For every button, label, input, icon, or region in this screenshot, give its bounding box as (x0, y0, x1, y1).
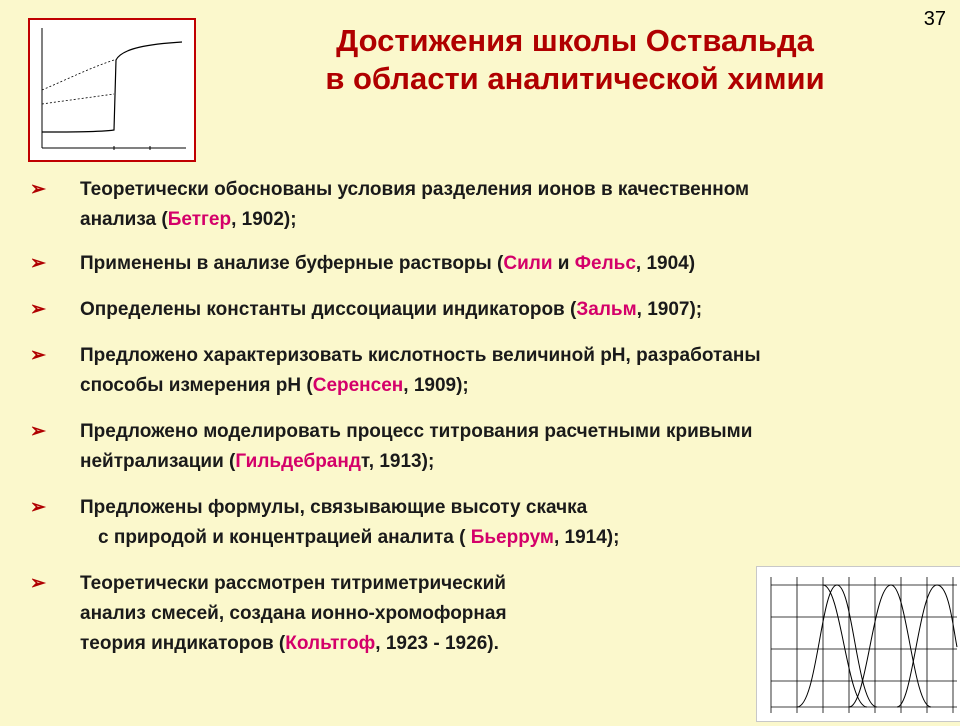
list-item (30, 249, 950, 279)
arrow-bullet-icon: ➢ (30, 497, 46, 518)
list-item (30, 493, 950, 553)
item-text: , 1909); (403, 375, 469, 396)
author-name: Сили (503, 253, 553, 274)
item-text: , 1902); (231, 209, 297, 230)
arrow-bullet-icon: ➢ (30, 179, 46, 200)
item-text: теория индикаторов ( (80, 633, 286, 654)
slide-title-line-2: в области аналитической химии (325, 61, 825, 96)
author-name: Фельс (574, 253, 636, 274)
author-name: Гильдебранд (235, 451, 361, 472)
item-text: , 1907); (636, 299, 703, 320)
list-item (30, 417, 950, 477)
item-text: Предложены формулы, связывающие высоту скачка (80, 497, 588, 518)
item-text: с природой и концентрацией аналита ( (98, 527, 471, 548)
author-name: Бьеррум (470, 527, 554, 548)
titration-curve-image (28, 18, 196, 162)
item-text: Применены в анализе буферные растворы ( (80, 253, 504, 274)
slide-title-line-1: Достижения школы Оствальда (336, 23, 814, 58)
item-text: и (552, 253, 575, 274)
list-item (30, 175, 950, 235)
list-item (30, 341, 950, 401)
author-name: Серенсен (312, 375, 404, 396)
author-name: Бетгер (167, 209, 232, 230)
indicator-curves-svg (757, 567, 960, 721)
item-text: т, 1913); (360, 451, 435, 472)
item-text: анализа ( (80, 209, 168, 230)
item-text: способы измерения pH ( (80, 375, 313, 396)
arrow-bullet-icon: ➢ (30, 573, 46, 594)
item-text: Определены константы диссоциации индикаторов ( (80, 299, 577, 320)
arrow-bullet-icon: ➢ (30, 421, 46, 442)
item-text: анализ смесей, создана ионно-хромофорная (80, 603, 507, 624)
item-text: Предложено моделировать процесс титрования расчетными кривыми (80, 421, 753, 442)
item-text: , 1914); (553, 527, 620, 548)
item-text: Теоретически обоснованы условия разделения ионов в качественном (80, 179, 750, 200)
item-text: , 1923 - 1926). (375, 633, 499, 654)
author-name: Зальм (576, 299, 637, 320)
slide-number: 37 (923, 8, 946, 30)
indicator-curves-image (756, 566, 960, 722)
titration-curve-svg (30, 20, 194, 160)
arrow-bullet-icon: ➢ (30, 345, 46, 366)
item-text: Теоретически рассмотрен титриметрический (80, 573, 506, 594)
author-name: Кольтгоф (285, 633, 376, 654)
slide-title (230, 22, 920, 98)
arrow-bullet-icon: ➢ (30, 299, 46, 320)
item-text: , 1904) (635, 253, 696, 274)
item-text: нейтрализации ( (80, 451, 236, 472)
arrow-bullet-icon: ➢ (30, 253, 46, 274)
item-text: Предложено характеризовать кислотность величиной pH, разработаны (80, 345, 761, 366)
list-item (30, 295, 950, 325)
